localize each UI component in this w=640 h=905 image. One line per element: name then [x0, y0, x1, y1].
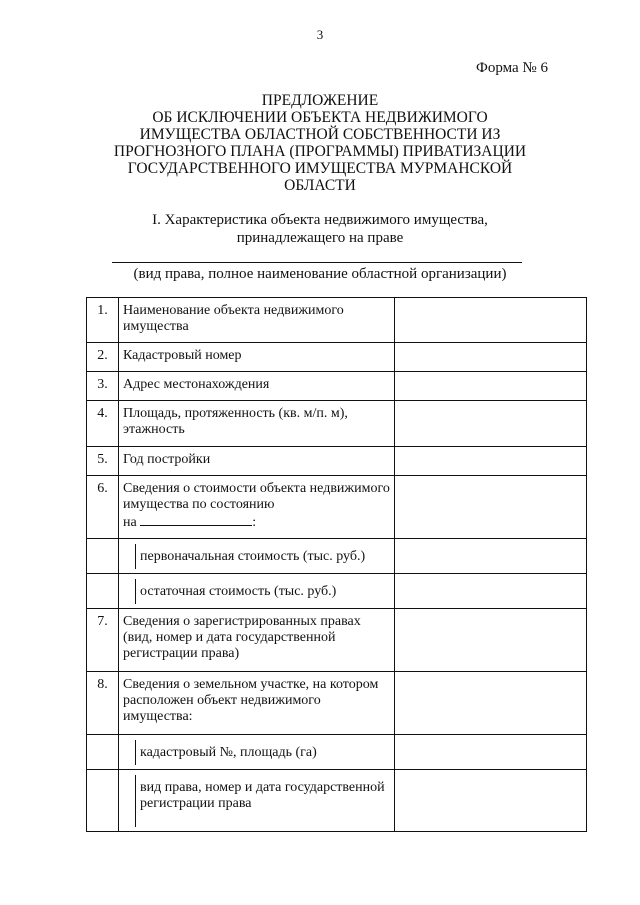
title-line: ОБ ИСКЛЮЧЕНИИ ОБЪЕКТА НЕДВИЖИМОГО [152, 109, 488, 126]
row-value-cell[interactable] [395, 476, 587, 539]
section-heading-line1: I. Характеристика объекта недвижимого имущества, [152, 212, 488, 228]
table-row [87, 298, 587, 343]
row-value-cell[interactable] [395, 298, 587, 343]
property-table [86, 297, 587, 832]
document-title [90, 92, 550, 194]
row-number: 1. [87, 298, 119, 343]
fill-in-line [112, 262, 522, 263]
table-row [87, 672, 587, 735]
sub-row-label-cell [119, 770, 395, 832]
row-number: 4. [87, 401, 119, 447]
table-row [87, 735, 587, 770]
row-label: Площадь, протяженность (кв. м/п. м), этажность [119, 401, 395, 447]
row-value-cell[interactable] [395, 401, 587, 447]
row-number: 5. [87, 447, 119, 476]
date-blank-line [140, 513, 252, 526]
sub-row-label-cell [119, 574, 395, 609]
sub-row-label: первоначальная стоимость (тыс. руб.) [140, 549, 366, 564]
row-value-cell[interactable] [395, 574, 587, 609]
table-row [87, 539, 587, 574]
row-value-cell[interactable] [395, 770, 587, 832]
row-label-text: Сведения о стоимости объекта недвижимого имущества по состоянию [123, 481, 390, 512]
section-heading-line2: принадлежащего на праве [236, 230, 404, 246]
row-number: 8. [87, 672, 119, 735]
row-number: 7. [87, 609, 119, 672]
section-heading [110, 211, 530, 247]
table-row [87, 447, 587, 476]
fill-in-caption: (вид права, полное наименование областной организации) [133, 266, 507, 282]
row-value-cell[interactable] [395, 539, 587, 574]
table-row [87, 343, 587, 372]
table-row [87, 609, 587, 672]
table-row [87, 372, 587, 401]
row-label: Сведения о зарегистрированных правах (вид, номер и дата государственной регистрации права) [119, 609, 395, 672]
form-number: Форма № 6 [476, 60, 548, 76]
row-number: 2. [87, 343, 119, 372]
row-label: Сведения о земельном участке, на котором расположен объект недвижимого имущества: [119, 672, 395, 735]
table-row [87, 401, 587, 447]
sub-row-label: остаточная стоимость (тыс. руб.) [140, 584, 337, 599]
sub-row-label-cell [119, 735, 395, 770]
sub-row-label: кадастровый №, площадь (га) [140, 745, 317, 760]
page-number: 3 [316, 27, 324, 42]
row-number-empty [87, 770, 119, 832]
title-line: ПРОГНОЗНОГО ПЛАНА (ПРОГРАММЫ) ПРИВАТИЗАЦИИ [113, 143, 527, 160]
row-number-empty [87, 539, 119, 574]
row-label: Год постройки [119, 447, 395, 476]
row-value-cell[interactable] [395, 447, 587, 476]
row-label: Кадастровый номер [119, 343, 395, 372]
row-value-cell[interactable] [395, 735, 587, 770]
row-label-suffix: : [252, 515, 257, 530]
title-line: ОБЛАСТИ [284, 177, 356, 194]
row-label [119, 476, 395, 539]
title-line: ИМУЩЕСТВА ОБЛАСТНОЙ СОБСТВЕННОСТИ ИЗ [139, 126, 501, 143]
title-line: ГОСУДАРСТВЕННОГО ИМУЩЕСТВА МУРМАНСКОЙ [127, 160, 513, 177]
row-value-cell[interactable] [395, 672, 587, 735]
row-number-empty [87, 735, 119, 770]
row-number-empty [87, 574, 119, 609]
row-number: 3. [87, 372, 119, 401]
sub-row-indent [123, 579, 136, 604]
row-value-cell[interactable] [395, 609, 587, 672]
row-label: Адрес местонахождения [119, 372, 395, 401]
row-label-prefix: на [123, 515, 137, 530]
row-value-cell[interactable] [395, 343, 587, 372]
row-number: 6. [87, 476, 119, 539]
title-line: ПРЕДЛОЖЕНИЕ [261, 92, 379, 109]
sub-row-label: вид права, номер и дата государственной регистрации права [140, 780, 385, 811]
row-label: Наименование объекта недвижимого имущества [119, 298, 395, 343]
table-row [87, 574, 587, 609]
table-row [87, 476, 587, 539]
sub-row-indent [123, 775, 136, 827]
sub-row-indent [123, 740, 136, 765]
sub-row-indent [123, 544, 136, 569]
sub-row-label-cell [119, 539, 395, 574]
table-row [87, 770, 587, 832]
row-value-cell[interactable] [395, 372, 587, 401]
